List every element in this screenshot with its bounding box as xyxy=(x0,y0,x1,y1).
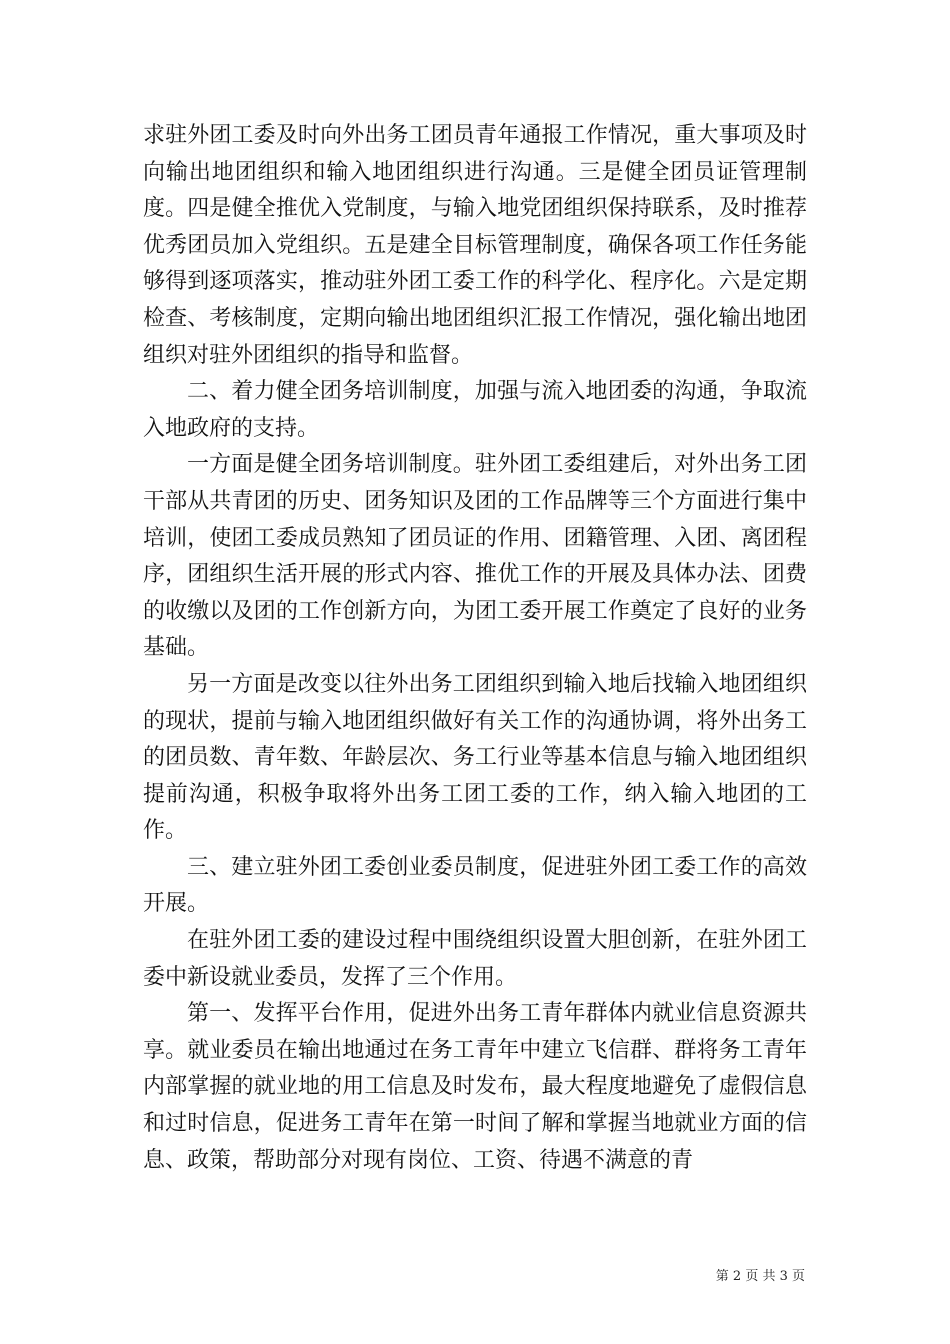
paragraph-5-heading: 三、建立驻外团工委创业委员制度，促进驻外团工委工作的高效开展。 xyxy=(143,854,807,917)
paragraph-6: 在驻外团工委的建设过程中围绕组织设置大胆创新，在驻外团工委中新设就业委员，发挥了三个作用。 xyxy=(143,928,807,990)
paragraph-3: 一方面是健全团务培训制度。驻外团工委组建后，对外出务工团干部从共青团的历史、团务知识及团的工作品牌等三个方面进行集中培训，使团工委成员熟知了团员证的作用、团籍管理、入团、离团程序，团组织生活开展的形式内容、推优工作的开展及具体办法、团费的收缴以及团的工作创新方向，为团工委开展工作奠定了良好的业务基础。 xyxy=(143,452,807,661)
paragraph-2-heading: 二、着力健全团务培训制度，加强与流入地团委的沟通，争取流入地政府的支持。 xyxy=(143,379,807,441)
paragraph-7: 第一、发挥平台作用，促进外出务工青年群体内就业信息资源共享。就业委员在输出地通过在务工青年中建立飞信群、群将务工青年内部掌握的就业地的用工信息及时发布，最大程度地避免了虚假信息和过时信息，促进务工青年在第一时间了解和掌握当地就业方面的信息、政策，帮助部分对现有岗位、工资、待遇不满意的青 xyxy=(143,1001,807,1173)
page-number-footer: 第 2 页 共 3 页 xyxy=(715,1269,805,1284)
document-body xyxy=(143,118,807,1179)
paragraph-4: 另一方面是改变以往外出务工团组织到输入地后找输入地团组织的现状，提前与输入地团组织做好有关工作的沟通协调，将外出务工的团员数、青年数、年龄层次、务工行业等基本信息与输入地团组织提前沟通，积极争取将外出务工团工委的工作，纳入输入地团的工作。 xyxy=(143,671,807,844)
paragraph-1: 求驻外团工委及时向外出务工团员青年通报工作情况，重大事项及时向输出地团组织和输入地团组织进行沟通。三是健全团员证管理制度。四是健全推优入党制度，与输入地党团组织保持联系，及时推荐优秀团员加入党组织。五是建全目标管理制度，确保各项工作任务能够得到逐项落实，推动驻外团工委工作的科学化、程序化。六是定期检查、考核制度，定期向输出地团组织汇报工作情况，强化输出地团组织对驻外团组织的指导和监督。 xyxy=(143,123,807,368)
